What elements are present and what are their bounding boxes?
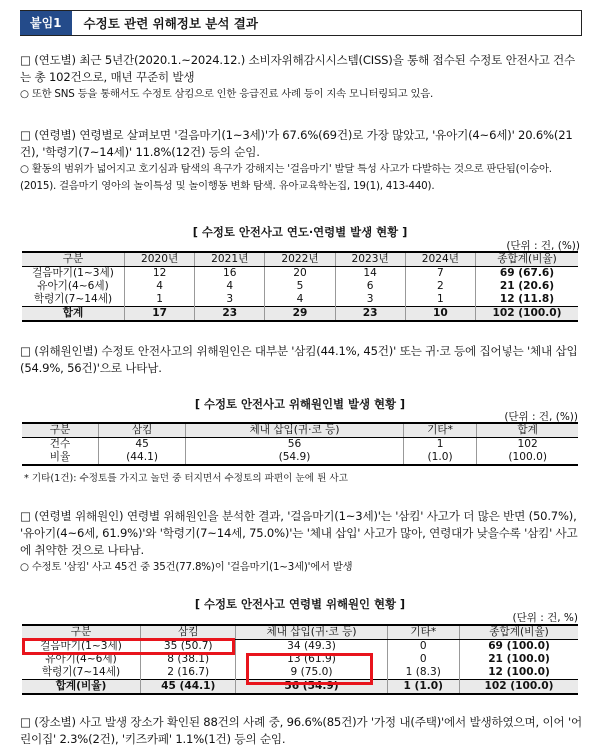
table-cell: 12 (11.8) <box>476 293 579 307</box>
table-cell: 12 (100.0) <box>460 666 579 680</box>
table2-caption: [ 수정토 안전사고 위해원인별 발생 현황 ] <box>194 397 406 411</box>
table-cell: 합계(비율) <box>22 680 141 695</box>
table-row <box>22 451 578 465</box>
table3-unit: (단위 : 건, %) <box>512 612 578 624</box>
table2-header: 체내 삽입(귀·코 등) <box>186 423 404 438</box>
table-cell: 1 (8.3) <box>387 666 459 680</box>
table-cell: 102 <box>477 438 578 452</box>
table-cell: 29 <box>265 307 335 322</box>
table-cell: 102 (100.0) <box>460 680 579 695</box>
table-cell: 9 (75.0) <box>236 666 387 680</box>
table-cell: 유아기(4~6세) <box>45 653 117 665</box>
table-cell: 45 (44.1) <box>141 680 236 695</box>
table3-header: 구분 <box>22 625 141 640</box>
table1-caption: [ 수정토 안전사고 연도·연령별 발생 현황 ] <box>192 225 408 239</box>
table3-header: 삼킴 <box>141 625 236 640</box>
table2-header: 삼킴 <box>99 423 186 438</box>
table2-header: 기타* <box>403 423 477 438</box>
paragraph-location <box>20 714 582 748</box>
paragraph-yearly-sub: ○ 또한 SNS 등을 통해서도 수정토 삼킴으로 인한 응급진료 사례 등이 지속 모니터링되고 있음. <box>20 88 434 100</box>
table-cell: 유아기(4~6세) <box>37 280 109 292</box>
table-cell: 102 (100.0) <box>476 307 579 322</box>
table-cell: 56 (54.9) <box>236 680 387 695</box>
paragraph-age-cause <box>20 508 582 576</box>
table1-header: 2021년 <box>195 252 265 267</box>
table-cell: (100.0) <box>477 451 578 465</box>
table-cell: 45 <box>99 438 186 452</box>
table-cell: 1 (1.0) <box>387 680 459 695</box>
table-cell: 21 (100.0) <box>460 653 579 666</box>
table-row <box>22 280 578 293</box>
paragraph-age <box>20 127 582 195</box>
paragraph-yearly <box>20 52 582 103</box>
table2-note: * 기타(1건): 수정토를 가지고 놀던 중 터지면서 수정토의 파편이 눈에 튄 사고 <box>24 473 348 484</box>
table-cell: 걸음마기(1~3세) <box>40 640 122 652</box>
paragraph-age-sub: ○ 활동의 범위가 넓어지고 호기심과 탐색의 욕구가 강해지는 '걸음마기' 발달 특성 사고가 다발하는 것으로 판단됨(이승아. (2015). 걸음마기 영아의 놀이특성 및 놀이행동 변화 탐색. 유아교육학논집, 19(1), 413-440). <box>20 163 552 192</box>
table-cell: 17 <box>125 307 195 322</box>
table-cell: 학령기(7~14세) <box>33 293 113 305</box>
table-cell: 6 <box>335 280 405 293</box>
table-cell: 1 <box>125 293 195 307</box>
table-cell: 3 <box>335 293 405 307</box>
table-row <box>22 293 578 307</box>
table-cell: 0 <box>387 653 459 666</box>
table-cell: 14 <box>335 267 405 281</box>
paragraph-location-text: □ (장소별) 사고 발생 장소가 확인된 88건의 사례 중, 96.6%(85건)가 '가정 내(주택)'에서 발생하였으며, 이어 '어린이집' 2.3%(2건), '키즈카페' 1.1%(1건) 등의 순임. <box>20 715 582 746</box>
table-cell: 34 (49.3) <box>236 640 387 654</box>
table-cell: 걸음마기(1~3세) <box>32 267 114 279</box>
table-cell: 0 <box>387 640 459 654</box>
table1-header: 2024년 <box>405 252 475 267</box>
table-cause <box>22 422 578 466</box>
paragraph-yearly-text: □ (연도별) 최근 5년간(2020.1.~2024.12.) 소비자위해감시시스템(CISS)을 통해 접수된 수정토 안전사고 건수는 총 102건으로, 매년 꾸준히 발생 <box>20 53 576 84</box>
section-title: 수정토 관련 위해정보 분석 결과 <box>83 16 258 31</box>
table-cell: 합계 <box>22 307 125 322</box>
paragraph-age-cause-text: □ (연령별 위해원인) 연령별 위해원인을 분석한 결과, '걸음마기(1~3세)'는 '삼킴' 사고가 더 많은 반면 (50.7%), '유아기(4~6세, 61.9%)'와 '학령기(7~14세, 75.0%)'는 '체내 삽입' 사고가 많아, 연령대가 낮을수록 '삼킴' 사고에 취약한 것으로 나타남. <box>20 509 578 557</box>
appendix-badge: 붙임1 <box>20 11 72 35</box>
paragraph-age-cause-sub: ○ 수정토 '삼킴' 사고 45건 중 35건(77.8%)이 '걸음마기(1~3세)'에서 발생 <box>20 561 353 573</box>
table3-header: 체내 삽입(귀·코 등) <box>236 625 387 640</box>
table-cell: 1 <box>405 293 475 307</box>
table-cell: 4 <box>195 280 265 293</box>
table1-header: 구분 <box>22 252 125 267</box>
table-cell: (1.0) <box>403 451 477 465</box>
table-cell: 23 <box>195 307 265 322</box>
table1-header: 종합계(비율) <box>476 252 579 267</box>
table-cell: 3 <box>195 293 265 307</box>
table-cell: 학령기(7~14세) <box>41 666 121 678</box>
table-row <box>22 267 578 281</box>
table-cell: 20 <box>265 267 335 281</box>
table1-header: 2023년 <box>335 252 405 267</box>
table-total-row <box>22 307 578 322</box>
table-cell: 8 (38.1) <box>141 653 236 666</box>
table-cell: 21 (20.6) <box>476 280 579 293</box>
table-cell: (54.9) <box>186 451 404 465</box>
table3-header: 종합계(비율) <box>460 625 579 640</box>
highlight-insertion <box>246 653 373 685</box>
table-yearly-age <box>22 251 578 322</box>
table1-header: 2022년 <box>265 252 335 267</box>
table2-header: 합계 <box>477 423 578 438</box>
paragraph-age-text: □ (연령별) 연령별로 살펴보면 '걸음마기(1~3세)'가 67.6%(69건)로 가장 많았고, '유아기(4~6세)' 20.6%(21건), '학령기(7~14세)' 11.8%(12건) 등의 순임. <box>20 128 573 159</box>
table-cell: 12 <box>125 267 195 281</box>
table-cell: 69 (100.0) <box>460 640 579 654</box>
table-cell: 35 (50.7) <box>141 640 236 654</box>
table-cell: 5 <box>265 280 335 293</box>
table-cell: 16 <box>195 267 265 281</box>
table-cell: 7 <box>405 267 475 281</box>
highlight-toddler-swallow <box>22 638 235 655</box>
table-cell: 4 <box>265 293 335 307</box>
table-cell: 비율 <box>49 451 71 463</box>
table-cell: (44.1) <box>99 451 186 465</box>
table-cell: 69 (67.6) <box>476 267 579 281</box>
section-header <box>20 10 582 36</box>
table3-header: 기타* <box>387 625 459 640</box>
paragraph-cause-text: □ (위해원인별) 수정토 안전사고의 위해원인은 대부분 '삼킴(44.1%, 45건)' 또는 귀·코 등에 집어넣는 '체내 삽입(54.9%, 56건)'으로 나타남. <box>20 344 578 375</box>
table-cell: 4 <box>125 280 195 293</box>
table-row <box>22 438 578 452</box>
table-cell: 10 <box>405 307 475 322</box>
table2-header: 구분 <box>22 423 99 438</box>
table-cell: 2 <box>405 280 475 293</box>
paragraph-cause <box>20 343 582 377</box>
table-cell: 23 <box>335 307 405 322</box>
table-cell: 건수 <box>49 438 71 450</box>
table3-caption: [ 수정토 안전사고 연령별 위해원인 현황 ] <box>194 597 406 611</box>
table1-unit: (단위 : 건, (%)) <box>506 240 580 252</box>
table-cell: 13 (61.9) <box>236 653 387 666</box>
table-cell: 56 <box>186 438 404 452</box>
table-cell: 2 (16.7) <box>141 666 236 680</box>
table-cell: 1 <box>403 438 477 452</box>
table2-unit: (단위 : 건, (%)) <box>504 411 578 423</box>
table1-header: 2020년 <box>125 252 195 267</box>
